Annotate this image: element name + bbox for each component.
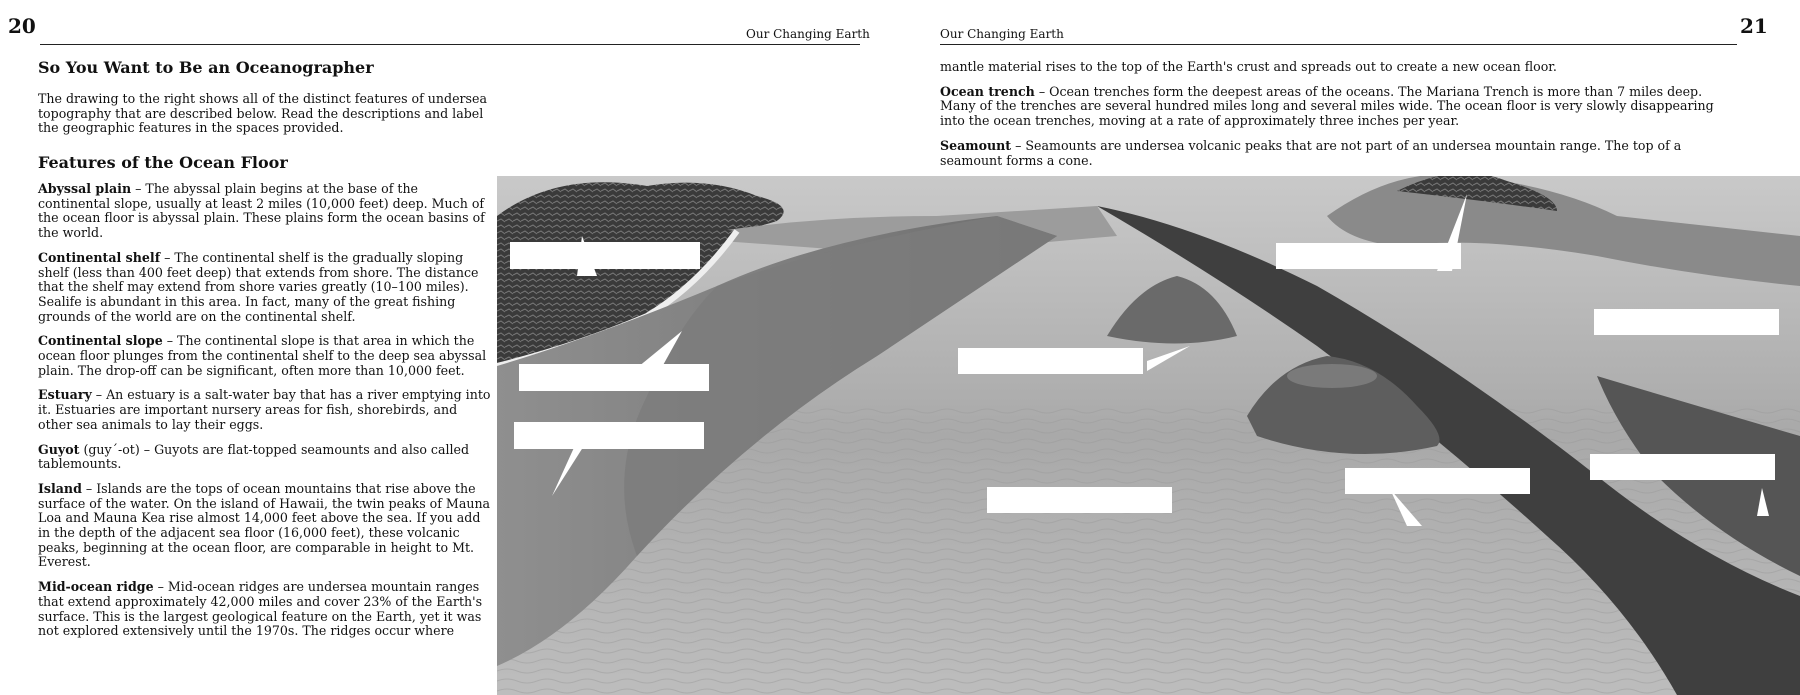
header-rule-left bbox=[40, 44, 860, 45]
term: Abyssal plain bbox=[38, 181, 132, 196]
label-box[interactable] bbox=[519, 364, 709, 391]
term: Mid-ocean ridge bbox=[38, 579, 154, 595]
definition-continental-slope bbox=[38, 334, 494, 378]
definition-abyssal-plain bbox=[38, 182, 494, 241]
running-head-left: Our Changing Earth bbox=[746, 27, 870, 41]
definition: – Mid-ocean ridges are undersea mountain ranges that extend approximately 42,000 miles and cover 23% of the Earth's surface. This is the largest geological feature on the Earth, yet it was not explored extensively until the 1970s. The ridges occur where bbox=[38, 579, 483, 639]
section-subtitle: Features of the Ocean Floor bbox=[38, 153, 288, 172]
feature-definitions bbox=[38, 182, 494, 649]
definition-ocean-trench bbox=[940, 85, 1740, 129]
definition-guyot bbox=[38, 443, 494, 472]
term: Guyot bbox=[38, 441, 80, 457]
page-number-right: 21 bbox=[1740, 14, 1768, 38]
definition: – Ocean trenches form the deepest areas of the oceans. The Mariana Trench is more than 7 miles deep. Many of the trenches are several hundred miles long and several miles wide. The ocean floor is very slowly disappearing into the ocean trenches, moving at a rate of approximately three inches per year. bbox=[940, 83, 1714, 129]
label-box[interactable] bbox=[510, 242, 700, 269]
label-box[interactable] bbox=[1345, 468, 1530, 494]
continuation-text: mantle material rises to the top of the Earth's crust and spreads out to create a new ocean floor. bbox=[940, 59, 1557, 74]
label-box[interactable] bbox=[1594, 309, 1779, 335]
label-box[interactable] bbox=[987, 487, 1172, 513]
term: Seamount bbox=[940, 137, 1012, 153]
definition: – An estuary is a salt-water bay that has a river emptying into it. Estuaries are important nursery areas for fish, shorebirds, and other sea animals to lay their eggs. bbox=[38, 387, 491, 432]
running-head-right: Our Changing Earth bbox=[940, 27, 1064, 41]
term: Ocean trench bbox=[940, 83, 1035, 99]
guyot-flat-top bbox=[1287, 364, 1377, 388]
term: Estuary bbox=[38, 387, 92, 403]
definition: (guy´-ot) – Guyots are flat-topped seamounts and also called tablemounts. bbox=[38, 441, 470, 472]
page-title: So You Want to Be an Oceanographer bbox=[38, 58, 374, 77]
definition-seamount bbox=[940, 139, 1740, 168]
term: Continental shelf bbox=[38, 249, 161, 265]
definition: – The continental slope is that area in which the ocean floor plunges from the continental shelf to the deep sea abyssal plain. The drop-off can be significant, often more than 10,000 feet. bbox=[38, 333, 487, 378]
header-rule-right bbox=[940, 44, 1737, 45]
definition-continental-shelf bbox=[38, 251, 494, 325]
definition-estuary bbox=[38, 388, 494, 432]
ocean-floor-illustration bbox=[497, 176, 1800, 695]
label-box[interactable] bbox=[958, 348, 1143, 374]
definition: – The continental shelf is the gradually sloping shelf (less than 400 feet deep) that extends from shore. The distance that the shelf may extend from shore varies greatly (10–100 miles). Sealife is abundant in this area. In fact, many of the great fishing grounds of the world are on the continental shelf. bbox=[38, 249, 479, 324]
term: Island bbox=[38, 480, 82, 496]
intro-paragraph: The drawing to the right shows all of the distinct features of undersea topography that are described below. Read the descriptions and label the geographic features in the spaces provided. bbox=[38, 91, 487, 136]
page-number-left: 20 bbox=[8, 14, 36, 38]
term: Continental slope bbox=[38, 333, 163, 349]
definition: – Seamounts are undersea volcanic peaks that are not part of an undersea mountain range. The top of a seamount forms a cone. bbox=[940, 137, 1682, 168]
label-box[interactable] bbox=[514, 422, 704, 449]
right-page-text bbox=[940, 60, 1740, 178]
definition-island bbox=[38, 482, 494, 570]
definition-mid-ocean-ridge bbox=[38, 580, 494, 639]
definition: – Islands are the tops of ocean mountains that rise above the surface of the water. On the island of Hawaii, the twin peaks of Mauna Loa and Mauna Kea rise almost 14,000 feet above the sea. If you add in the depth of the adjacent sea floor (16,000 feet), these volcanic peaks, beginning at the ocean floor, are comparable in height to Mt. Everest. bbox=[38, 480, 491, 570]
label-box[interactable] bbox=[1590, 454, 1775, 480]
label-box[interactable] bbox=[1276, 243, 1461, 269]
definition: – The abyssal plain begins at the base of the continental slope, usually at least 2 miles (10,000 feet) deep. Much of the ocean floor is abyssal plain. These plains form the ocean basins of the world. bbox=[38, 181, 485, 241]
